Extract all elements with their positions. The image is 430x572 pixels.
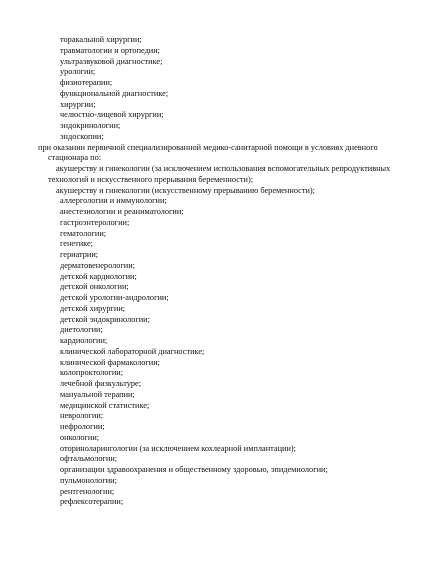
subitem-first-line: технологий и искусственного прерывания беременности);	[48, 174, 254, 184]
list-item: колопроктологии;	[60, 368, 124, 378]
list-item: челюстно-лицевой хирургии;	[60, 110, 164, 120]
list-item: торакальной хирургии;	[60, 35, 142, 44]
intro-paragraph-line: при оказании первичной специализированной медико-санитарной помощи в условиях дневного	[38, 142, 378, 152]
intro-paragraph-line: стационара по:	[48, 153, 102, 163]
list-item: клинической лабораторной диагностике;	[60, 346, 205, 356]
list-item: гастроэнтерологии;	[60, 217, 130, 227]
list-item: мануальной терапии;	[60, 389, 135, 399]
list-item: неврологии;	[60, 411, 104, 421]
list-item: эндоскопии;	[60, 131, 104, 141]
list-item: медицинской статистике;	[60, 400, 150, 410]
list-item: детской онкологии;	[60, 282, 129, 292]
list-item: аллергологии и иммунологии;	[60, 196, 167, 206]
list-item: урологии;	[60, 67, 96, 77]
list-item: гериатрии;	[60, 250, 99, 259]
subitem-second: акушерству и гинекологии (искусственному прерыванию беременности);	[56, 185, 315, 195]
list-item: детской хирургии;	[60, 303, 126, 313]
list-item: ультразвуковой диагностике;	[60, 56, 163, 66]
list-item: детской эндокринологии;	[60, 314, 150, 324]
list-item: детской урологии-андрологии;	[60, 293, 169, 302]
list-item: функциональной диагностике;	[60, 88, 169, 98]
list-item: эндокринологии;	[60, 121, 121, 130]
list-item: нефрологии;	[60, 422, 105, 431]
list-item: дерматовенерологии;	[60, 260, 135, 270]
list-item: генетике;	[60, 239, 93, 249]
list-item: травматологии и ортопедии;	[60, 45, 160, 55]
list-item: рефлексотерапии;	[60, 497, 124, 507]
document-content	[0, 35, 430, 508]
list-item: анестезиологии и реаниматологии;	[60, 207, 184, 216]
list-item: детской кардиологии;	[60, 271, 137, 281]
list-item: пульмонологии;	[60, 475, 117, 485]
list-item: офтальмологии;	[60, 454, 118, 464]
list-item: клинической фармакологии;	[60, 357, 160, 367]
subitem-first-line: акушерству и гинекологии (за исключением использования вспомогательных репродуктивных	[56, 164, 391, 173]
list-item: оториноларингологии (за исключением кохлеарной имплантации);	[60, 443, 296, 453]
list-item: рентгенологии;	[60, 486, 115, 496]
list-item: кардиологии;	[60, 336, 108, 345]
list-item: хирургии;	[60, 99, 96, 109]
list-item: лечебной физкультуре;	[60, 379, 141, 388]
list-item: организации здравоохранения и общественному здоровью, эпидемиологии;	[60, 465, 328, 474]
list-item: физиотерапии;	[60, 78, 113, 87]
list-item: онкологии;	[60, 432, 100, 442]
list-item: диетологии;	[60, 325, 103, 335]
list-item: гематологии;	[60, 228, 107, 238]
